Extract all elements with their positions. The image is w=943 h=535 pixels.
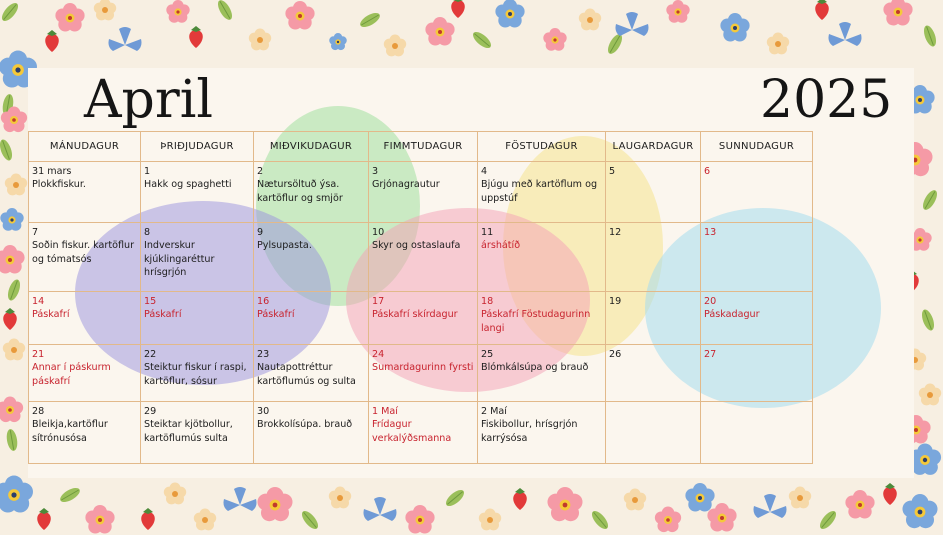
week-row	[29, 162, 813, 223]
day-number: 1	[144, 166, 151, 177]
day-cell	[141, 345, 254, 402]
day-number: 22	[144, 349, 157, 360]
day-cell	[254, 345, 369, 402]
day-number: 5	[609, 166, 616, 177]
day-cell	[478, 402, 606, 464]
menu-item: Skyr og ostaslaufa	[372, 240, 461, 252]
day-number: 25	[481, 349, 494, 360]
day-number: 20	[704, 296, 717, 307]
day-number: 30	[257, 406, 270, 417]
weekday-header: MIÐVIKUDAGUR	[254, 132, 369, 162]
day-cell	[254, 162, 369, 223]
weekday-header: MÁNUDAGUR	[29, 132, 141, 162]
menu-item: Soðin fiskur. kartöflur og tómatsós	[32, 240, 135, 265]
weekday-header-row	[29, 132, 813, 162]
day-number: 13	[704, 227, 717, 238]
week-row	[29, 345, 813, 402]
day-number: 10	[372, 227, 385, 238]
menu-item: Annar í páskurm páskafrí	[32, 362, 111, 387]
day-cell	[606, 162, 701, 223]
day-number: 3	[372, 166, 379, 177]
day-cell	[478, 345, 606, 402]
menu-item: Páskafrí	[144, 309, 182, 321]
day-number: 2 Maí	[481, 406, 507, 417]
day-cell	[29, 345, 141, 402]
menu-item: Grjónagrautur	[372, 179, 440, 191]
day-cell	[606, 223, 701, 292]
day-number: 26	[609, 349, 622, 360]
day-number: 18	[481, 296, 494, 307]
day-cell	[29, 162, 141, 223]
day-cell	[701, 223, 813, 292]
day-number: 4	[481, 166, 488, 177]
day-number: 31 mars	[32, 166, 72, 177]
day-number: 6	[704, 166, 711, 177]
day-number: 21	[32, 349, 45, 360]
menu-item: Páskafrí	[257, 309, 295, 321]
day-number: 24	[372, 349, 385, 360]
day-number: 12	[609, 227, 622, 238]
menu-item: árshátíð	[481, 240, 521, 252]
day-number: 8	[144, 227, 151, 238]
day-cell	[29, 402, 141, 464]
menu-item: Páskafrí Föstudagurinn langi	[481, 309, 591, 334]
week-row	[29, 402, 813, 464]
day-number: 27	[704, 349, 717, 360]
day-number: 17	[372, 296, 385, 307]
day-number: 14	[32, 296, 45, 307]
week-row	[29, 292, 813, 345]
day-cell	[369, 223, 478, 292]
day-number: 19	[609, 296, 622, 307]
day-cell	[254, 402, 369, 464]
day-cell	[29, 292, 141, 345]
menu-item: Brokkolísúpa. brauð	[257, 419, 353, 431]
day-cell	[606, 345, 701, 402]
day-cell	[478, 162, 606, 223]
day-number: 23	[257, 349, 270, 360]
menu-item: Páskafrí	[32, 309, 70, 321]
day-cell	[606, 402, 701, 464]
day-cell	[254, 292, 369, 345]
day-number: 15	[144, 296, 157, 307]
day-cell	[141, 223, 254, 292]
day-cell	[369, 162, 478, 223]
day-cell	[29, 223, 141, 292]
weekday-header: FIMMTUDAGUR	[369, 132, 478, 162]
day-number: 11	[481, 227, 494, 238]
day-cell	[606, 292, 701, 345]
calendar-table	[28, 131, 813, 464]
day-cell	[478, 292, 606, 345]
menu-item: Nautapottréttur kartöflumús og sulta	[257, 362, 356, 387]
weekday-header: SUNNUDAGUR	[701, 132, 813, 162]
menu-item: Steiktur fiskur í raspi, kartöflur, sósur	[144, 362, 247, 387]
year-title: 2025	[760, 70, 893, 130]
day-cell	[141, 292, 254, 345]
menu-item: Indverskur kjúklingaréttur hrísgrjón	[144, 240, 215, 279]
menu-item: Nætursöltuð ýsa. kartöflur og smjör	[257, 179, 343, 204]
day-number: 28	[32, 406, 45, 417]
menu-item: Steiktar kjötbollur, kartöflumús sulta	[144, 419, 233, 444]
day-number: 1 Maí	[372, 406, 398, 417]
menu-item: Sumardagurinn fyrsti	[372, 362, 474, 374]
month-title: April	[84, 70, 213, 130]
menu-item: Blómkálsúpa og brauð	[481, 362, 589, 374]
day-number: 2	[257, 166, 264, 177]
weekday-header: FÖSTUDAGUR	[478, 132, 606, 162]
day-cell	[701, 292, 813, 345]
day-cell	[478, 223, 606, 292]
day-number: 16	[257, 296, 270, 307]
menu-item: Plokkfiskur.	[32, 179, 86, 191]
menu-item: Fiskibollur, hrísgrjón karrýsósa	[481, 419, 578, 444]
weekday-header: ÞRIÐJUDAGUR	[141, 132, 254, 162]
day-cell	[369, 292, 478, 345]
menu-item: Hakk og spaghetti	[144, 179, 232, 191]
menu-item: Frídagur verkalýðsmanna	[372, 419, 452, 444]
day-cell	[369, 345, 478, 402]
day-cell	[701, 162, 813, 223]
day-cell	[369, 402, 478, 464]
day-cell	[254, 223, 369, 292]
day-cell	[701, 345, 813, 402]
week-row	[29, 223, 813, 292]
day-number: 29	[144, 406, 157, 417]
day-cell	[701, 402, 813, 464]
menu-item: Bleikja,kartöflur sítrónusósa	[32, 419, 108, 444]
menu-item: Páskadagur	[704, 309, 760, 321]
day-number: 7	[32, 227, 39, 238]
day-cell	[141, 402, 254, 464]
menu-item: Bjúgu með kartöflum og uppstúf	[481, 179, 598, 204]
weekday-header: LAUGARDAGUR	[606, 132, 701, 162]
menu-item: Pylsupasta.	[257, 240, 312, 252]
day-cell	[141, 162, 254, 223]
day-number: 9	[257, 227, 264, 238]
menu-item: Páskafrí skírdagur	[372, 309, 458, 321]
